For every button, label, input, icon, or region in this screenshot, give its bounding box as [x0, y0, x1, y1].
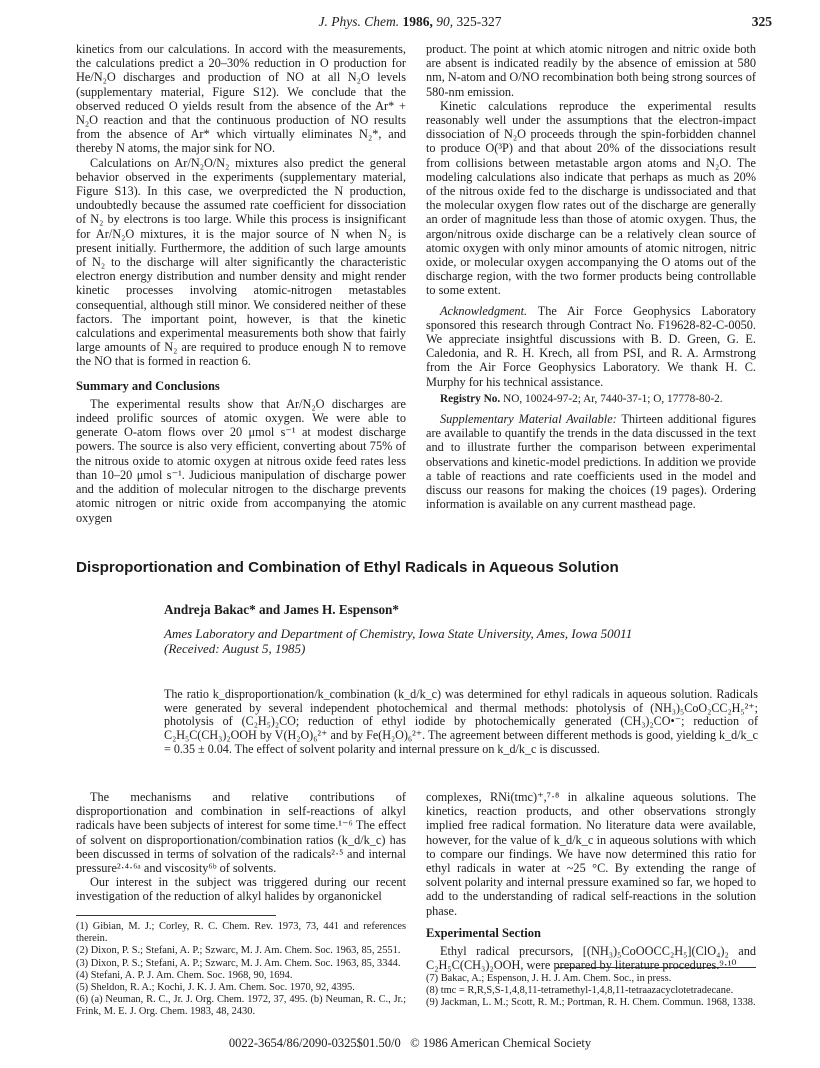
article-authors: Andreja Bakac* and James H. Espenson* [164, 602, 399, 617]
body-paragraph: Our interest in the subject was triggered during our recent investigation of the reduction of alkyl halides by organonickel [76, 875, 406, 904]
body-paragraph: The experimental results show that Ar/N₂O discharges are indeed prolific sources of atomic oxygen. We were able to generate O-atom flows over 20 μmol s⁻¹ at modest discharge powers. The source is also very efficient, converting about 75% of the nitrous oxide to atomic oxygen at nitrous oxide feed rates less than 10–20 μmol s⁻¹. Judicious manipulation of discharge power and the addition of molecular nitrogen to the discharge prevents atomic nitrogen or nitric oxide from accompanying the atomic oxygen [76, 396, 406, 525]
acknowledgment-label: Acknowledgment. [440, 303, 528, 318]
footnote: (1) Gibian, M. J.; Corley, R. C. Chem. Rev. 1973, 73, 441 and references therein. [76, 921, 406, 945]
journal-volume: 90, [436, 14, 454, 29]
article-affiliation [164, 626, 632, 656]
supplementary-text: Thirteen additional figures are available to quantify the trends in the data discussed in the text and to illustrate further the comparison between experimental observations and kinetic-model predictions. In addition we provide a table of reactions and rate coefficients used in the model and discuss our reasons for making the choices (19 pages). Ordering information is available on any current masthead page. [426, 412, 756, 512]
journal-name: J. Phys. Chem. [318, 14, 400, 29]
body-paragraph: Kinetic calculations reproduce the experimental results reasonably well under the assumptions that the electron-impact dissociation of N₂O proceeds through the spin-forbidden channel to produce O(³P) and that about 20% of the dissociations result from collisions between metastable argon atoms and N₂O. The modeling calculations also indicate that perhaps as much as 20% of the nitrous oxide fed to the discharge is undissociated and that the molecular oxygen flow rates out of the discharge are generally an order of magnitude less than those of atomic oxygen. Thus, the argon/nitrous oxide discharge can be a relatively clean source of atomic oxygen with only minor amounts of atomic nitrogen, nitric oxide, or molecular oxygen accompanying the O atoms out of the discharge region, with the two former products being controllable to some extent. [426, 98, 756, 298]
footnote: (2) Dixon, P. S.; Stefani, A. P.; Szwarc, M. J. Am. Chem. Soc. 1963, 85, 2551. [76, 945, 401, 957]
footnote: (9) Jackman, L. M.; Scott, R. M.; Portman, R. H. Chem. Commun. 1968, 1338. [426, 997, 756, 1009]
body-paragraph: Ethyl radical precursors, [(NH₃)₅CoOOCC₂H₅](ClO₄)₂ and C₂H₅C(CH₃)₂OOH, were prepared by literature procedures.⁹·¹⁰ [426, 944, 756, 973]
footnote: (7) Bakac, A.; Espenson, J. H. J. Am. Chem. Soc., in press. [426, 973, 672, 984]
section-heading-experimental: Experimental Section [426, 925, 541, 940]
footnote: (4) Stefani, A. P. J. Am. Chem. Soc. 1968, 90, 1694. [76, 969, 293, 981]
registry-text: NO, 10024-97-2; Ar, 7440-37-1; O, 17778-80-2. [503, 392, 723, 405]
supplementary-label: Supplementary Material Available: [440, 412, 617, 427]
journal-pages: 325-327 [456, 14, 502, 29]
registry-label: Registry No. [440, 392, 501, 405]
article-right-column [426, 790, 756, 972]
body-paragraph: Calculations on Ar/N₂O/N₂ mixtures also predict the general behavior observed in the experiments (supplementary material, Figure S13). In this case, we overpredicted the N production, undoubtedly because the assumed rate coefficient for dissociation of N₂ by electrons is too large. While this process is insignificant for Ar/N₂O mixtures, it is the major source of N when N₂ is present initially. Furthermore, the addition of such large amounts of N₂ to the discharge will alter significantly the characteristic electron energy distribution and number density and might render kinetic processes involving atomic-nitrogen metastables consequential, although still minor. We considered neither of these factors. The important point, however, is that the kinetic calculations and experimental measurements both show that fairly large amounts of N₂ are required to produce enough N to remove the NO that is formed in reaction 6. [76, 155, 406, 369]
section-heading-summary: Summary and Conclusions [76, 378, 220, 393]
running-header [0, 14, 820, 30]
prev-article-right-column [426, 42, 756, 512]
footnote-rule-right [556, 967, 756, 968]
body-paragraph: The mechanisms and relative contributions of disproportionation and combination in self-reactions of alkyl radicals have been subjects of interest for some time.¹⁻⁶ The effect of solvent on disproportionation/combination ratios (k_d/k_c) has been discussed in terms of solvation of the radicals²·⁵ and internal pressure²·⁴·⁶ᵃ and viscosity⁶ᵇ of solvents. [76, 790, 406, 876]
article-left-column [76, 790, 406, 904]
supplementary-paragraph [426, 412, 756, 511]
body-paragraph: kinetics from our calculations. In accord with the measurements, the calculations predict a 20–30% reduction in O production for He/N₂O discharges and production of NO at all N₂O levels (supplementary material, Figure S12). We conclude that the observed reduced O yields result from the absence of the Ar* + N₂O reaction and that the continuous production of NO results from the absence of Ar* which virtually eliminates N₂*, and thereby N atoms, the major sink for NO. [76, 42, 406, 156]
page-footer: 0022-3654/86/2090-0325$01.50/0 © 1986 American Chemical Society [228, 1036, 592, 1050]
article-title: Disproportionation and Combination of Ethyl Radicals in Aqueous Solution [76, 559, 619, 576]
acknowledgment-paragraph [426, 304, 756, 389]
journal-year: 1986, [402, 14, 433, 29]
footnotes-left [76, 921, 406, 1019]
footnote-rule-left [76, 915, 276, 916]
footnote: (6) (a) Neuman, R. C., Jr. J. Org. Chem. 1972, 37, 495. (b) Neuman, R. C., Jr.; Frink, M. E. J. Org. Chem. 1983, 48, 2430. [76, 994, 406, 1018]
affiliation-line: Ames Laboratory and Department of Chemistry, Iowa State University, Ames, Iowa 50011 [164, 626, 633, 641]
article-abstract: The ratio k_disproportionation/k_combination (k_d/k_c) was determined for ethyl radicals in aqueous solution. Radicals were generated by several independent photochemical and thermal methods: photolysis of (NH₃)₅CoO₂CC₂H₅²⁺; photolysis of (C₂H₅)₂CO; reduction of ethyl iodide by photochemically generated (CH₃)₂CO•⁻; reduction of C₂H₅C(CH₃)₂OOH by V(H₂O)₆²⁺ and by Fe(H₂O)₆²⁺. The agreement between different methods is good, yielding k_d/k_c = 0.35 ± 0.04. The effect of solvent polarity and internal pressure on k_d/k_c is discussed. [164, 687, 758, 756]
footnote: (5) Sheldon, R. A.; Kochi, J. K. J. Am. Chem. Soc. 1970, 92, 4395. [76, 982, 355, 994]
acknowledgment-text: The Air Force Geophysics Laboratory sponsored this research through Contract No. F19628-82-C-0050. We appreciate insightful discussions with B. D. Green, G. E. Caledonia, and R. H. Krech, all from PSI, and R. A. Armstrong from the Air Force Geophysics Laboratory. We thank H. C. Murphy for his technical assistance. [426, 303, 756, 389]
registry-paragraph [426, 392, 756, 406]
footnote: (8) tmc = R,R,S,S-1,4,8,11-tetramethyl-1,4,8,11-tetraazacyclotetradecane. [426, 985, 734, 997]
footnote: (3) Dixon, P. S.; Stefani, A. P.; Szwarc, M. J. Am. Chem. Soc. 1963, 85, 3344. [76, 957, 401, 969]
footnotes-right [426, 973, 756, 1010]
body-paragraph: complexes, RNi(tmc)⁺,⁷·⁸ in alkaline aqueous solutions. The kinetics, reaction products, and other observations strongly implied free radical formation. No literature data were available, however, for the value of k_d/k_c in aqueous solutions with which to compare our findings. We have now determined this ratio for ethyl radicals in water at ~25 °C. By extending the range of solvent polarity and internal pressure examined so far, we hoped to add to the understanding of radical self-reactions in the solution phase. [426, 790, 756, 918]
page-number: 325 [751, 14, 772, 29]
body-paragraph: product. The point at which atomic nitrogen and nitric oxide both are absent is indicated readily by the absence of emission at 580 nm, N-atom and O/NO recombination both being strong sources of 580-nm emission. [426, 42, 756, 99]
received-date: (Received: August 5, 1985) [164, 641, 306, 656]
prev-article-left-column [76, 42, 406, 525]
